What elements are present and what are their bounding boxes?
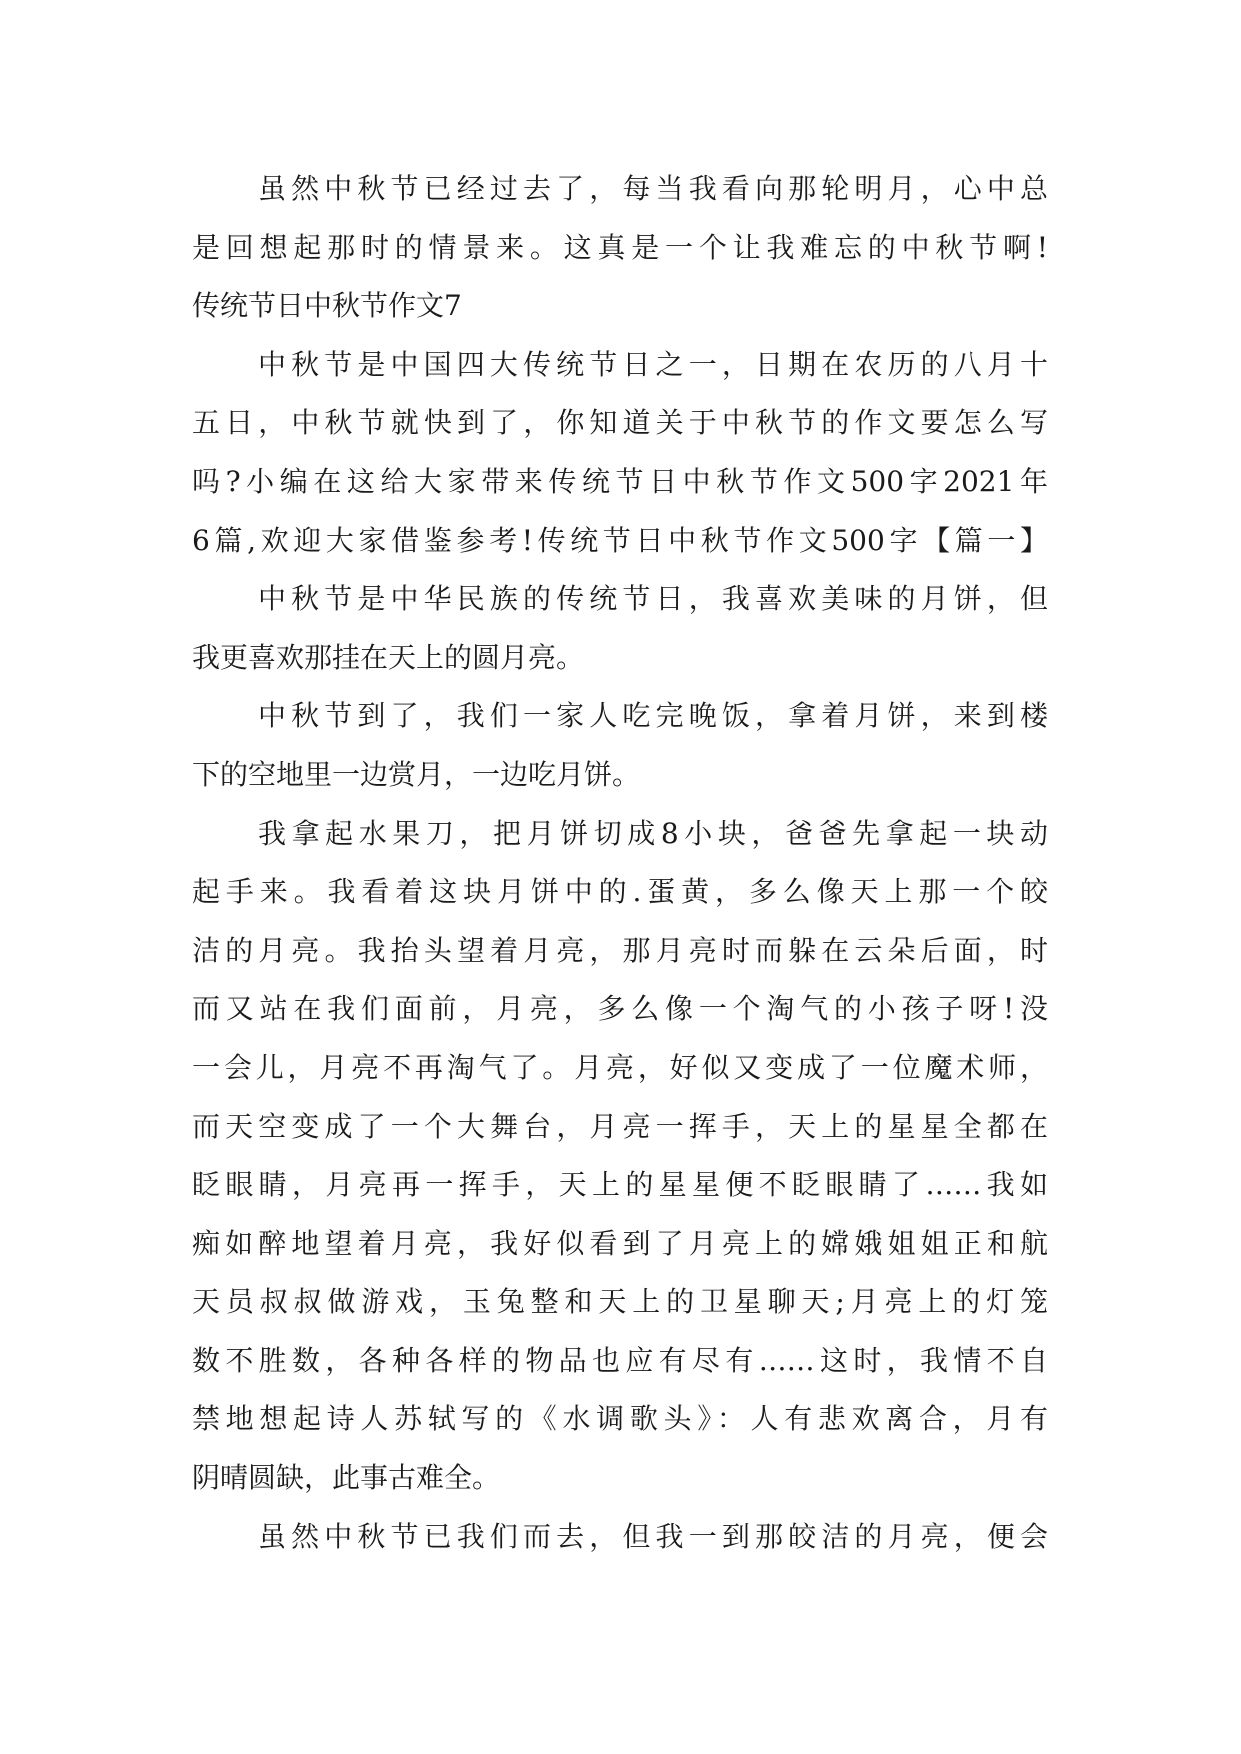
body-text (192, 160, 1048, 1566)
paragraph-line: 是回想起那时的情景来。这真是一个让我难忘的中秋节啊! (192, 230, 1048, 264)
paragraph-line: 眨眼睛，月亮再一挥手，天上的星星便不眨眼睛了……我如 (192, 1168, 1048, 1202)
paragraph-line: 五日，中秋节就快到了，你知道关于中秋节的作文要怎么写 (192, 406, 1048, 440)
paragraph-line: 阴晴圆缺，此事古难全。 (192, 1461, 501, 1495)
paragraph-line: 中秋节是中国四大传统节日之一，日期在农历的八月十 (258, 347, 1048, 381)
paragraph-line: 痴如醉地望着月亮，我好似看到了月亮上的嫦娥姐姐正和航 (192, 1226, 1048, 1260)
paragraph-line: 6篇,欢迎大家借鉴参考!传统节日中秋节作文500字【篇一】 (192, 523, 1048, 557)
paragraph-line: 而又站在我们面前，月亮，多么像一个淘气的小孩子呀!没 (192, 992, 1048, 1026)
paragraph-line: 吗?小编在这给大家带来传统节日中秋节作文500字2021年 (192, 464, 1048, 498)
paragraph-line: 一会儿，月亮不再淘气了。月亮，好似又变成了一位魔术师， (192, 1050, 1048, 1084)
paragraph-line: 禁地想起诗人苏轼写的《水调歌头》：人有悲欢离合，月有 (192, 1402, 1048, 1436)
paragraph-line: 我更喜欢那挂在天上的圆月亮。 (192, 640, 585, 674)
paragraph-line: 中秋节到了，我们一家人吃完晚饭，拿着月饼，来到楼 (258, 699, 1048, 733)
paragraph-line: 我拿起水果刀，把月饼切成8小块，爸爸先拿起一块动 (258, 816, 1048, 850)
paragraph-line: 虽然中秋节已经过去了，每当我看向那轮明月，心中总 (258, 172, 1048, 205)
paragraph-line: 下的空地里一边赏月，一边吃月饼。 (192, 757, 641, 791)
paragraph-line: 起手来。我看着这块月饼中的.蛋黄，多么像天上那一个皎 (192, 875, 1048, 909)
paragraph-line: 洁的月亮。我抬头望着月亮，那月亮时而躲在云朵后面，时 (192, 933, 1048, 967)
paragraph-line: 中秋节是中华民族的传统节日，我喜欢美味的月饼，但 (258, 582, 1048, 616)
paragraph-line: 天员叔叔做游戏，玉兔整和天上的卫星聊天;月亮上的灯笼 (192, 1285, 1048, 1319)
section-heading: 传统节日中秋节作文7 (192, 289, 462, 323)
paragraph-line: 虽然中秋节已我们而去，但我一到那皎洁的月亮，便会 (258, 1519, 1048, 1553)
paragraph-line: 而天空变成了一个大舞台，月亮一挥手，天上的星星全都在 (192, 1109, 1048, 1143)
paragraph-line: 数不胜数，各种各样的物品也应有尽有……这时，我情不自 (192, 1343, 1048, 1377)
